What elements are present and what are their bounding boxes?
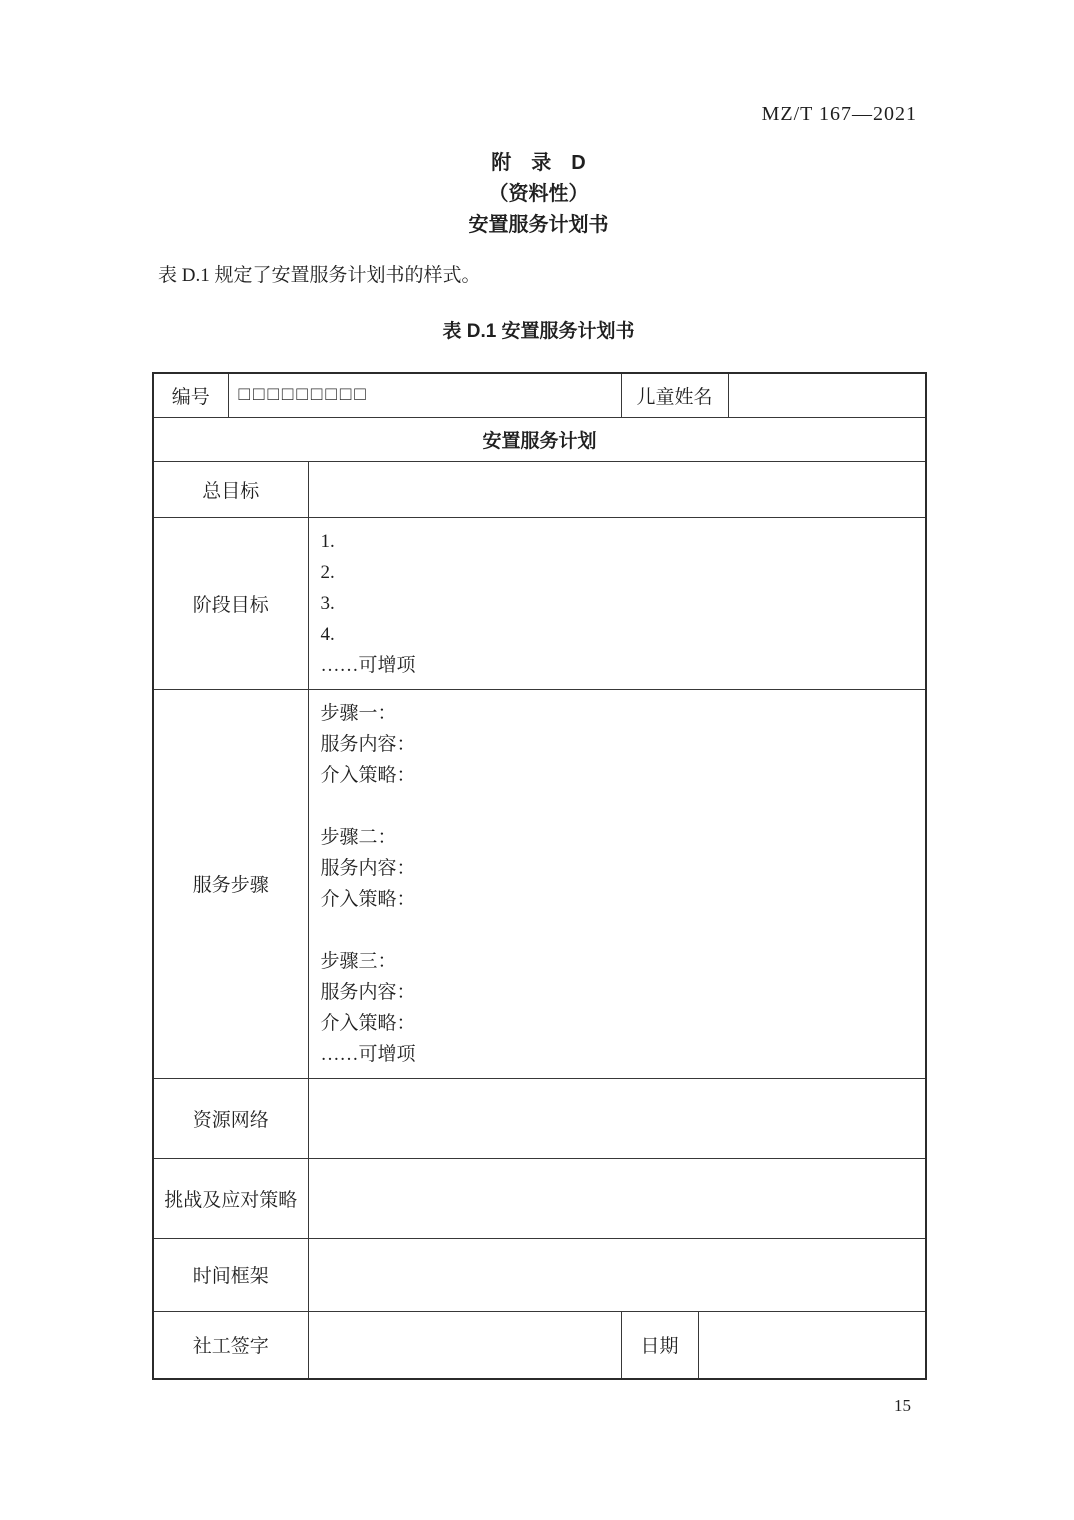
placement-service-plan-table: [152, 372, 927, 1380]
service-step-line: [321, 915, 914, 946]
service-step-line: [321, 791, 914, 822]
id-boxes-cell: □□□□□□□□□: [228, 373, 621, 417]
table-row: [153, 461, 926, 517]
date-value-cell: [698, 1311, 926, 1379]
table-row: [153, 1078, 926, 1158]
standard-code: MZ/T 167—2021: [761, 103, 917, 125]
resource-network-value-cell: [308, 1078, 926, 1158]
page-number: 15: [894, 1396, 911, 1415]
table-row: [153, 1158, 926, 1238]
service-step-line: 介入策略：: [320, 888, 416, 910]
service-step-line: 介入策略：: [320, 764, 416, 786]
table-row: [153, 417, 926, 461]
overall-goal-label-cell: 总目标: [153, 461, 308, 517]
service-step-line: 步骤一：: [320, 702, 397, 724]
challenges-value-cell: [308, 1158, 926, 1238]
challenges-label-cell: 挑战及应对策略: [153, 1158, 308, 1238]
stage-goal-line: ……可增项: [320, 654, 416, 676]
page-content: [152, 0, 925, 1416]
appendix-heading: 附 录 D: [491, 152, 586, 174]
appendix-title-block: [152, 148, 925, 241]
service-step-line: 服务内容：: [320, 981, 416, 1003]
service-step-line: 步骤二：: [320, 826, 397, 848]
table-row: [153, 517, 926, 689]
appendix-name: 安置服务计划书: [468, 214, 609, 236]
service-step-line: 步骤三：: [320, 950, 397, 972]
table-row: [153, 1311, 926, 1379]
service-step-line: 服务内容：: [320, 857, 416, 879]
child-name-label-cell: 儿童姓名: [621, 373, 728, 417]
service-step-line: 介入策略：: [320, 1012, 416, 1034]
child-name-value-cell: [728, 373, 926, 417]
stage-goals-label-cell: 阶段目标: [153, 517, 308, 689]
stage-goal-line: 3.: [320, 592, 335, 614]
id-label-cell: 编号: [153, 373, 228, 417]
stage-goal-line: 2.: [320, 561, 335, 583]
table-caption: 表 D.1 安置服务计划书: [442, 321, 635, 342]
table-row: [153, 373, 926, 417]
social-worker-signature-label-cell: 社工签字: [153, 1311, 308, 1379]
stage-goal-line: 1.: [320, 530, 335, 552]
appendix-informative-note: （资料性）: [488, 183, 589, 205]
section-title-cell: 安置服务计划: [153, 417, 926, 461]
stage-goal-line: 4.: [320, 623, 335, 645]
service-steps-value-cell: [308, 689, 926, 1078]
service-step-line: ……可增项: [320, 1043, 416, 1065]
date-label-cell: 日期: [621, 1311, 698, 1379]
social-worker-signature-value-cell: [308, 1311, 621, 1379]
table-row: [153, 1238, 926, 1311]
intro-paragraph: 表 D.1 规定了安置服务计划书的样式。: [158, 265, 481, 286]
service-step-line: 服务内容：: [320, 733, 416, 755]
resource-network-label-cell: 资源网络: [153, 1078, 308, 1158]
table-row: [153, 689, 926, 1078]
stage-goals-value-cell: [308, 517, 926, 689]
timeframe-value-cell: [308, 1238, 926, 1311]
service-steps-label-cell: 服务步骤: [153, 689, 308, 1078]
timeframe-label-cell: 时间框架: [153, 1238, 308, 1311]
overall-goal-value-cell: [308, 461, 926, 517]
